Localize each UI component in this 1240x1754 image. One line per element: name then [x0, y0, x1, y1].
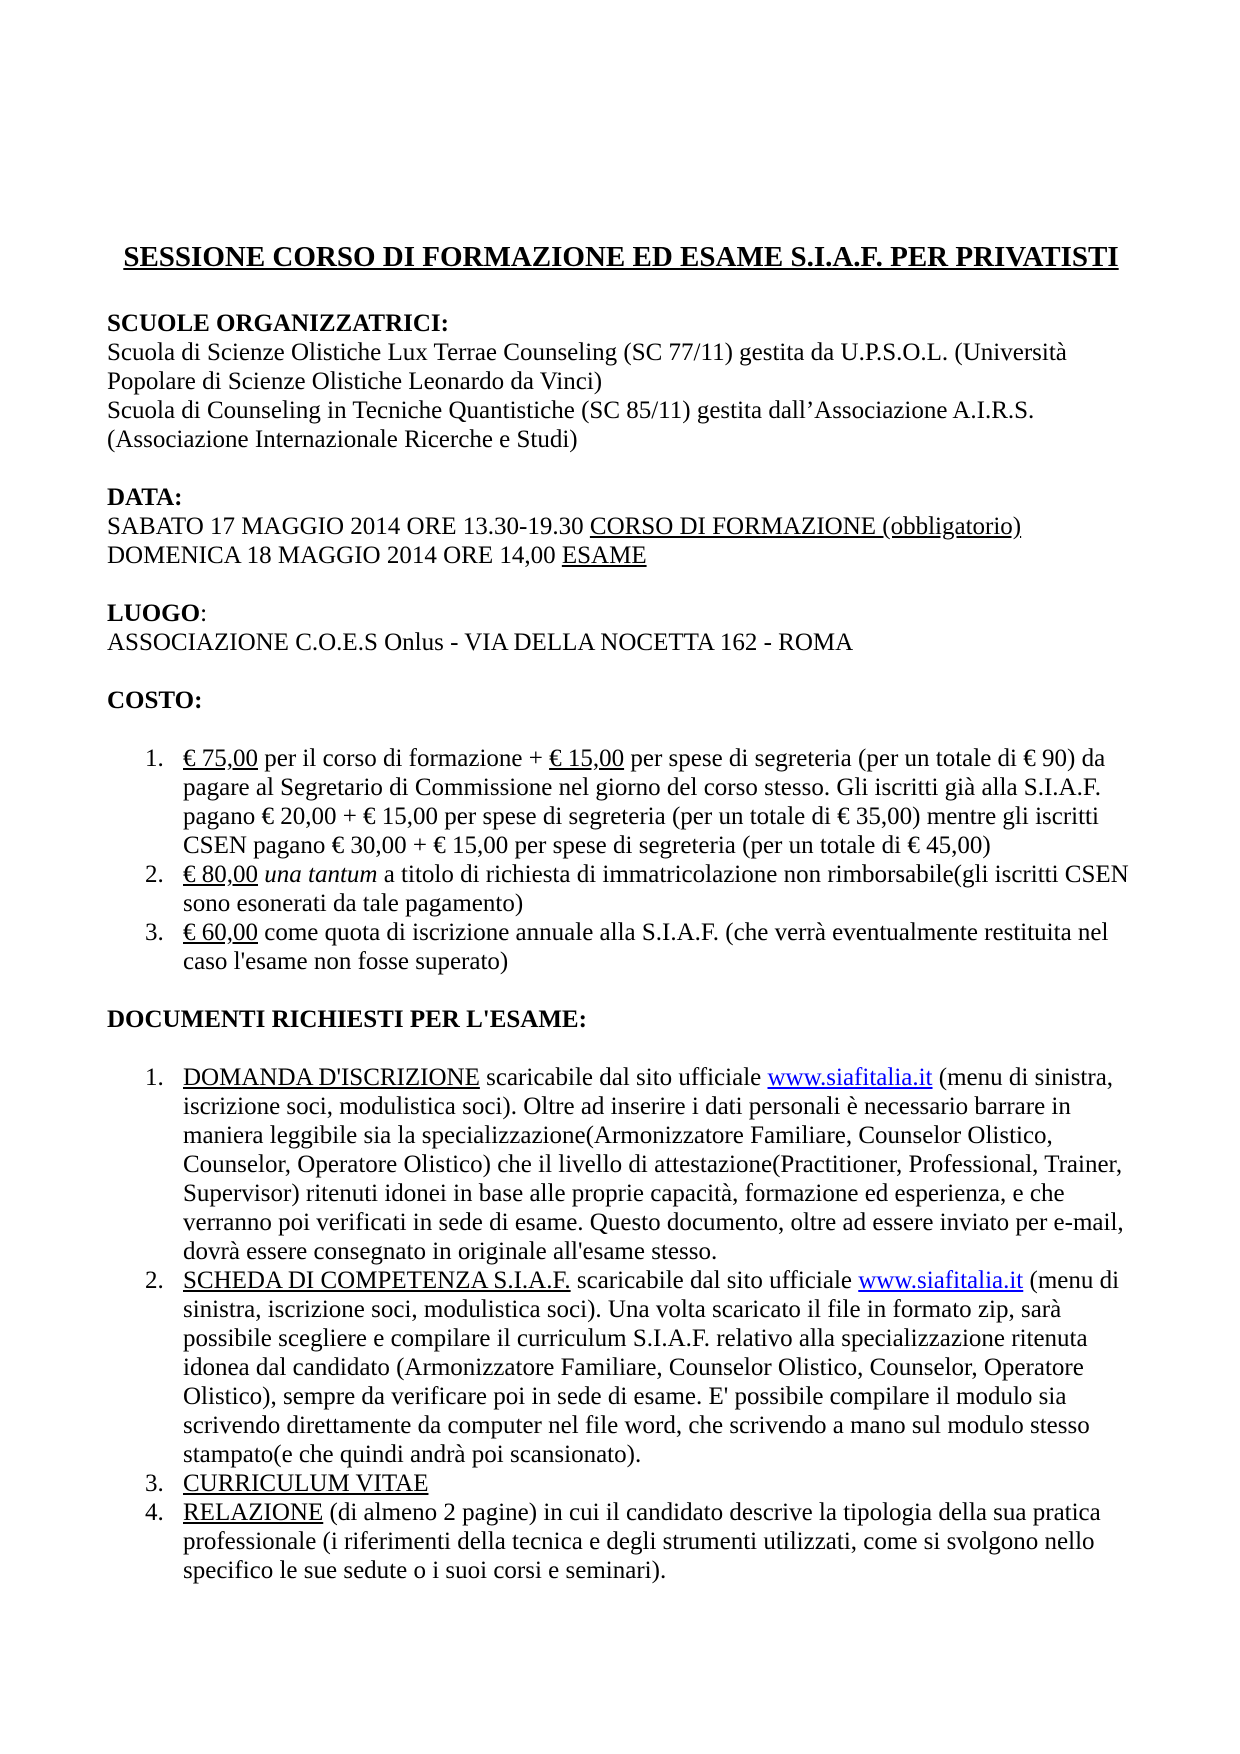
text-run: come quota di iscrizione annuale alla S.I.A.F. (che verrà eventualmente restituita nel caso l'esame non fosse superato) [183, 919, 1109, 975]
document-title: SESSIONE CORSO DI FORMAZIONE ED ESAME S.I.A.F. PER PRIVATISTI [123, 241, 1119, 273]
text-run: Scuola di Scienze Olistiche Lux Terrae Counseling (SC 77/11) gestita da U.P.S.O.L. (Università Popolare di Scienze Olistiche Leonardo da Vinci) [107, 339, 1067, 395]
list-item-number: 3. [145, 1470, 164, 1497]
text-run: SABATO 17 MAGGIO 2014 ORE 13.30-19.30 [107, 513, 590, 540]
list-item [107, 744, 1135, 860]
section-heading-text: SCUOLE ORGANIZZATRICI: [107, 310, 449, 337]
text-run: a titolo di richiesta di immatricolazione non rimborsabile(gli iscritti CSEN sono esonerati da tale pagamento) [183, 861, 1129, 917]
text-run: € 80,00 [183, 861, 258, 888]
list-item-number: 3. [145, 919, 164, 946]
list-item-text [183, 745, 1105, 859]
text-run: scaricabile dal sito ufficiale [479, 1064, 768, 1091]
list-item-text [183, 919, 1108, 975]
sections [107, 309, 1135, 1585]
list-item-number: 2. [145, 1267, 164, 1294]
text-run: € 60,00 [183, 919, 258, 946]
list-item-number: 1. [145, 1064, 164, 1091]
list-item-number: 4. [145, 1499, 164, 1526]
text-run: Scuola di Counseling in Tecniche Quantistiche (SC 85/11) gestita dall’Associazione A.I.R.S.(Associazione Internazionale Ricerche e Studi) [107, 397, 1035, 453]
section-heading [107, 599, 1135, 628]
list-item-number: 1. [145, 745, 164, 772]
text-run: (di almeno 2 pagine) in cui il candidato descrive la tipologia della sua pratica professionale (i riferimenti della tecnica e degli strumenti utilizzati, come si svolgono nello specifico le sue sedute o i suoi corsi e seminari). [183, 1499, 1101, 1584]
section-data [107, 483, 1135, 570]
paragraph [107, 396, 1135, 454]
list-item [107, 1469, 1135, 1498]
section-documenti-richiesti [107, 1005, 1135, 1585]
text-run: DOMANDA D'ISCRIZIONE [183, 1064, 480, 1091]
list-item-text [183, 1470, 428, 1497]
section-heading-text: COSTO: [107, 687, 203, 714]
list-item [107, 918, 1135, 976]
text-run: (menu di sinistra, iscrizione soci, modulistica soci). Oltre ad inserire i dati personali è necessario barrare in maniera leggibile sia la specializzazione(Armonizzatore Familiare, Counselor Olistico, Counselor, Operatore Olistico) che il livello di attestazione(Practitioner, Professional, Trainer, Supervisor) ritenuti idonei in base alle proprie capacità, formazione ed esperienza, e che verranno poi verificati in sede di esame. Questo documento, oltre ad essere inviato per e-mail, dovrà essere consegnato in originale all'esame stesso. [183, 1064, 1124, 1265]
paragraph [107, 512, 1135, 541]
list-item-text [183, 1499, 1101, 1584]
text-run: DOMENICA 18 MAGGIO 2014 ORE 14,00 [107, 542, 562, 569]
paragraph [107, 338, 1135, 396]
section-heading [107, 1005, 1135, 1034]
siafitalia-link[interactable]: www.siafitalia.it [767, 1064, 933, 1091]
list-item-text [183, 1267, 1119, 1468]
text-run: per spese di segreteria (per un totale di € 90) da pagare al Segretario di Commissione nel giorno del corso stesso. Gli iscritti già alla S.I.A.F. pagano € 20,00 + € 15,00 per spese di segreteria (per un totale di € 35,00) mentre gli iscritti CSEN pagano € 30,00 + € 15,00 per spese di segreteria (per un totale di € 45,00) [183, 745, 1106, 859]
section-heading [107, 483, 1135, 512]
section-heading-text: LUOGO [107, 600, 201, 627]
list-item-number: 2. [145, 861, 164, 888]
ordered-list [107, 1063, 1135, 1585]
text-run: per il corso di formazione + [258, 745, 550, 772]
text-run: CORSO DI FORMAZIONE (obbligatorio) [589, 513, 1022, 540]
text-run: una tantum [264, 861, 378, 888]
text-run: (menu di sinistra, iscrizione soci, modulistica soci). Una volta scaricato il file in formato zip, sarà possibile scegliere e compilare il curriculum S.I.A.F. relativo alla specializzazione ritenuta idonea dal candidato (Armonizzatore Familiare, Counselor Olistico, Counselor, Operatore Olistico), sempre da verificare poi in sede di esame. E' possibile compilare il modulo sia scrivendo direttamente da computer nel file word, che scrivendo a mano sul modulo stesso stampato(e che quindi andrà poi scansionato). [183, 1267, 1120, 1468]
list-item [107, 860, 1135, 918]
ordered-list [107, 744, 1135, 976]
paragraph [107, 628, 1135, 657]
text-run: CURRICULUM VITAE [183, 1470, 429, 1497]
list-item-text [183, 861, 1129, 917]
section-heading-text: DOCUMENTI RICHIESTI PER L'ESAME: [107, 1006, 587, 1033]
text-run: € 15,00 [549, 745, 625, 772]
section-scuole-organizzatrici [107, 309, 1135, 454]
list-item [107, 1063, 1135, 1266]
list-item-text [183, 1064, 1124, 1265]
section-heading [107, 686, 1135, 715]
section-heading-text: DATA: [107, 484, 183, 511]
paragraph [107, 541, 1135, 570]
section-luogo [107, 599, 1135, 657]
list-item [107, 1498, 1135, 1585]
section-costo [107, 686, 1135, 976]
list-item [107, 1266, 1135, 1469]
text-run: € 75,00 [183, 745, 258, 772]
section-heading-colon: : [200, 600, 208, 627]
text-run: scaricabile dal sito ufficiale [570, 1267, 859, 1294]
text-run: SCHEDA DI COMPETENZA S.I.A.F. [183, 1267, 571, 1294]
text-run: RELAZIONE [183, 1499, 324, 1526]
text-run: ESAME [561, 542, 647, 569]
siafitalia-link[interactable]: www.siafitalia.it [858, 1267, 1024, 1294]
text-run: ASSOCIAZIONE C.O.E.S Onlus - VIA DELLA NOCETTA 162 - ROMA [107, 629, 854, 656]
section-heading [107, 309, 1135, 338]
